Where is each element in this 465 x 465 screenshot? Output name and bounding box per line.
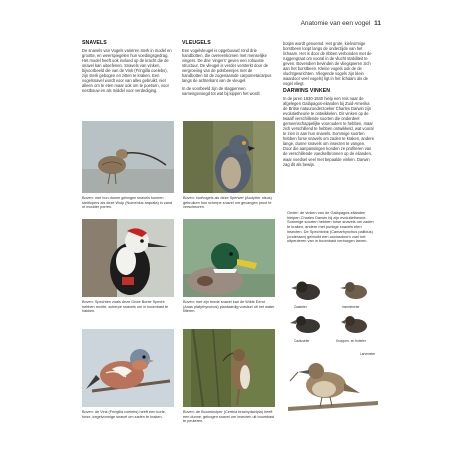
label-zaadeter: Zaadeter [294, 305, 307, 309]
photo-sperwer [183, 121, 275, 193]
label-insecteneter: Insecteneter [342, 305, 360, 309]
heading-darwins-vinken: DARWINS VINKEN [283, 88, 331, 95]
photo-wilde-eend [183, 219, 275, 297]
darwin-text: In de jaren 1830-1840 hielp een reis naar de afgelegen Galápagos-eilanden bij Zuid-Amerika de Britse natuuronderzoeker Charles Darwin zijn evolutietheorie te ontwikkelen. Dir vinken op de twaalf verschillende soorten die onderdeel gemeenschappelijke voorouders te hebben, maar zich verschillend te hebben ontwikkeld, wat vooral te zien is aan hun snavels. Sommige soorten hebben forse snavels om zaden te kraken, andere lange, dunne snavels om insecten te vangen. Door die aanpassingen konden ze profiteren van de verschillende voedselbronnen op de eilanden, waar voedsel veel met bepaalde vinken. Darwin zag dit als bewijs. [283, 95, 375, 167]
caption-vink: Boven: de Vink (Fringilla coelebs) heeft een korte, forse, kegelvormige snavel om zaden te kraken. [82, 410, 166, 419]
header-title: Anatomie van een vogel [300, 20, 371, 27]
finch-knoppen-fruiteter [338, 313, 372, 335]
page-number: 11 [374, 20, 381, 27]
caption-wilde-eend: Boven: met zijn brede snavel kan de Wilde Eend (Anas platyrhynchos) plantaardig voedsel uit het water filteren. [183, 300, 275, 314]
label-knoppen-fruiteter: Knoppen- en fruiteter [336, 339, 366, 343]
caption-specht: Boven: Spechten zoals deze Grote Bonte Specht hebben rechte, scherpe snavels om in boombast te hakken. [82, 300, 169, 314]
heading-snavels: SNAVELS [82, 40, 107, 46]
caption-wulp: Boven: met hun dunne gebogen snavels kunnen steltlopers als deze Wulp (Numenius arquata) in zand of modder porren. [82, 196, 173, 210]
label-larveneter: Larveneter [360, 352, 376, 356]
page-header [301, 20, 381, 27]
body-text-continued: botjes wordt genoemd. Het grote, kielvormige borstbeen loopt langs de onderzijde van het lichaam. Het is door de ribben verbonden met de ruggengraat om vooral in de vlucht stabiliteit te geven. Bovendien bevinden de vliegspieren zich aan het borstbeen. Kleine vogels ook de de vluchtgewrichten. Vliegende vogels zijn klein waardoor veel vogels) ligt in het lichaam als de vogel vliegt. [283, 41, 372, 87]
label-cactuseter: Cactuseter [294, 339, 310, 343]
finch-zaadeter [290, 279, 324, 301]
photo-specht [82, 219, 174, 297]
heading-vleugels: VLEUGELS [182, 40, 211, 46]
column-vleugels [182, 41, 272, 99]
column-darwin [283, 41, 375, 170]
vleugels-text-2: In de voorbeeld zijn de slagpennen samengevoegd tot wat bij kippen het wordt [182, 85, 260, 96]
finch-insecteneter [338, 279, 372, 301]
photo-boomkruiper [183, 329, 275, 407]
darwin-finches-note: Onder: de vinken van de Galápagos-eilanden hielpen Charles Darwin bij zijn evolutietheorie. Sommige soorten hebben forse snavels om zaden te kraken, andere met puntige snavels eten insecten. De Spechtvink (Camarhynchus pallidus) (onderaan) gebruikt een cactusdoorn voel het uitpeuteren van in boombast verborgen larven. [287, 210, 374, 244]
finch-larveneter [288, 345, 378, 423]
finch-cactuseter [290, 313, 324, 335]
photo-vink [82, 329, 174, 407]
photo-wulp [82, 121, 174, 193]
vleugels-text-1: Een vogelvleugel is opgebouwd rond drie handbotten, die overeenkomen met menselijke vingers. De drie 'vingers' geven een robuuste structuur. De vleugel is verder versterkt door de vergroeiing van de polsbeenjes met de handbotten tot de zogenaamde carpometacarpus langs de achterkant van de vleugel. [182, 47, 272, 83]
caption-boomkruiper: Boven: de Boomkruiper (Certhia brachydactyla) heeft een dunne, gebogen snavel om insecten uit boombast te peuteren. [183, 410, 275, 424]
snavels-text: De snavels van Vogels variëren sterk in model en grootte, en weerspiegelen hun voedingsgedrag. Het model heeft ook invloed op de kracht die de snavel kan uitoefenen. Snavels van vinken, bijvoorbeeld die van de Vink (Fringilla coelebs), zijn sterk gebogen en zitten te kraken. Een vogelsnavel wordt voor van alles gebruikt, niet alleen om te eten maar ook om te poetsen, voor nestbouw en als middel voor verdediging. [82, 47, 172, 93]
caption-sperwer: Boven: roofvogels als deze Sperwer (Accipiter nisus) gebruiken hun scherpe snavel om gevangen prooi te verscheuren. [183, 196, 272, 210]
column-snavels [82, 41, 172, 96]
